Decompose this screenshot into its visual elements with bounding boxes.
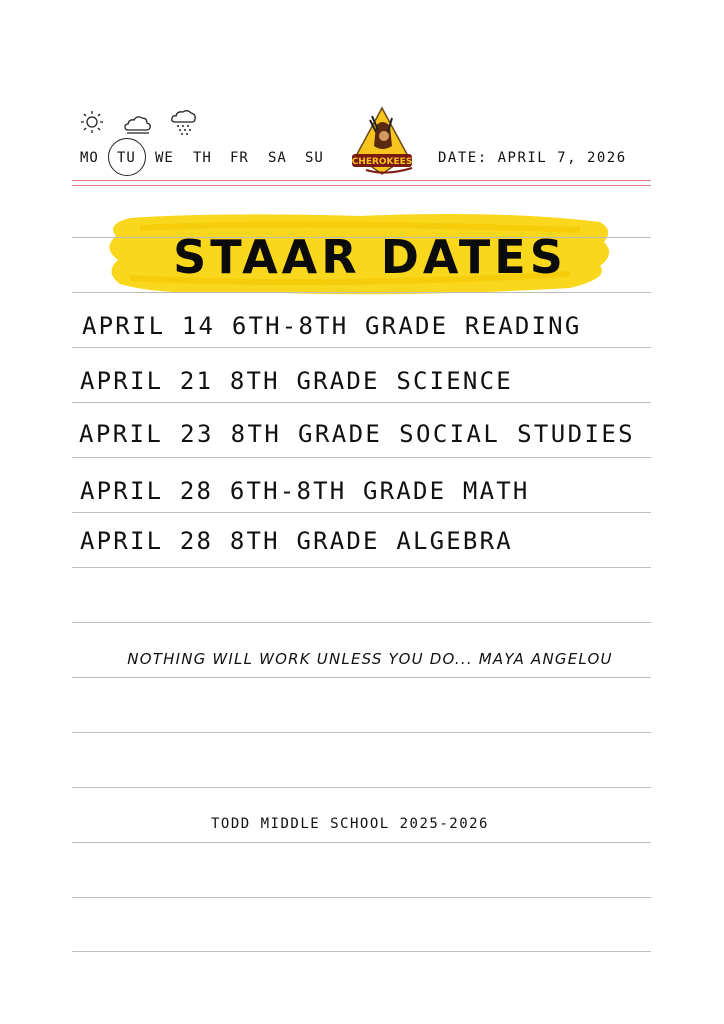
date-value: APRIL 7, 2026 (497, 150, 627, 166)
day-sa[interactable]: SA (268, 150, 287, 166)
ruled-line (72, 402, 651, 403)
ruled-line (72, 347, 651, 348)
ruled-line (72, 842, 651, 843)
staar-entry: APRIL 28 8TH GRADE ALGEBRA (80, 527, 513, 555)
header-rule (72, 180, 651, 181)
date-label: DATE: (438, 150, 488, 166)
ruled-line (72, 951, 651, 952)
day-su[interactable]: SU (305, 150, 324, 166)
header-rule (72, 185, 651, 186)
rain-cloud-icon (170, 108, 198, 136)
ruled-line (72, 787, 651, 788)
date-display (438, 150, 627, 166)
staar-entry: APRIL 14 6TH-8TH GRADE READING (82, 312, 582, 340)
ruled-line (72, 457, 651, 458)
cherokees-logo (346, 106, 418, 178)
ruled-line (72, 677, 651, 678)
page-title: STAAR DATES (173, 230, 567, 284)
sun-icon (80, 110, 104, 134)
day-tu[interactable]: TU (117, 150, 136, 166)
quote: NOTHING WILL WORK UNLESS YOU DO... MAYA ANGELOU (127, 650, 613, 668)
logo-text: CHEROKEES (351, 157, 413, 167)
day-we[interactable]: WE (155, 150, 174, 166)
staar-entry: APRIL 21 8TH GRADE SCIENCE (80, 367, 513, 395)
day-th[interactable]: TH (193, 150, 212, 166)
ruled-line (72, 732, 651, 733)
ruled-line (72, 292, 651, 293)
ruled-line (72, 897, 651, 898)
staar-entry: APRIL 28 6TH-8TH GRADE MATH (80, 477, 530, 505)
day-mo[interactable]: MO (80, 150, 99, 166)
ruled-line (72, 622, 651, 623)
cloud-icon (124, 112, 152, 134)
ruled-line (72, 567, 651, 568)
staar-entry: APRIL 23 8TH GRADE SOCIAL STUDIES (79, 420, 636, 448)
day-fr[interactable]: FR (230, 150, 249, 166)
ruled-line (72, 512, 651, 513)
school-footer: TODD MIDDLE SCHOOL 2025-2026 (210, 816, 489, 832)
